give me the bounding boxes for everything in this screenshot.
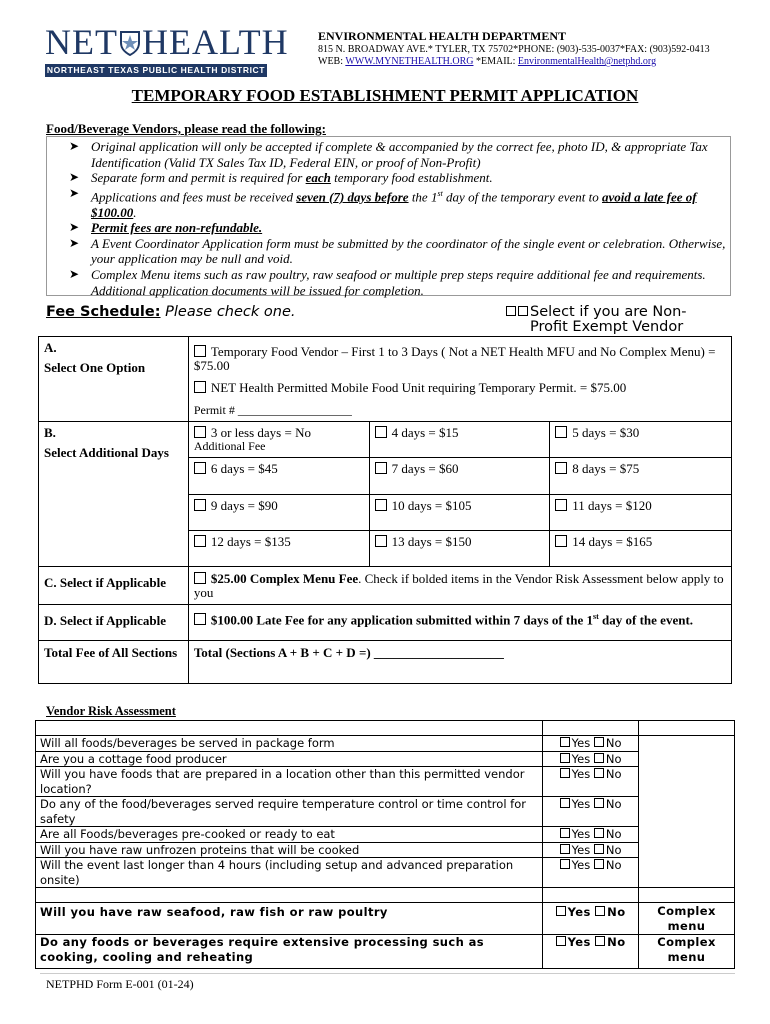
risk-question-bold: Will you have raw seafood, raw fish or raw poultry <box>36 903 543 935</box>
page-title: TEMPORARY FOOD ESTABLISHMENT PERMIT APPLICATION <box>131 86 639 105</box>
yes-no-choice[interactable]: Yes No <box>543 751 639 767</box>
department-address: 815 N. BROADWAY AVE.* TYLER, TX 75702*PHONE: (903)-535-0037*FAX: (903)592-0413 <box>318 44 710 55</box>
logo <box>45 22 289 77</box>
yes-no-choice[interactable]: Yes No <box>543 797 639 827</box>
intro-bullet: ➤ Original application will only be accepted if complete & accompanied by the correct fee, photo ID, & appropriate Tax Identification (Valid TX Sales Tax ID, Federal EIN, or proof of Non-Profit) <box>69 139 708 170</box>
checkbox[interactable] <box>194 345 206 357</box>
day-option[interactable]: 14 days = $165 <box>550 531 732 567</box>
email-link[interactable]: EnvironmentalHealth@netphd.org <box>517 56 657 67</box>
intro-box <box>46 136 731 296</box>
intro-bullet: ➤ A Event Coordinator Application form must be submitted by the coordinator of the single event or celebration. Otherwise, your application may be null and void. <box>69 235 726 267</box>
fee-schedule-heading <box>46 304 736 335</box>
yes-no-choice[interactable]: Yes No <box>543 858 639 888</box>
section-a-options <box>188 337 731 422</box>
complex-menu-fee-option[interactable]: $25.00 Complex Menu Fee. Check if bolded items in the Vendor Risk Assessment below apply to you <box>188 567 731 605</box>
yes-no-choice[interactable]: Yes No <box>543 903 639 935</box>
risk-question: Are you a cottage food producer <box>36 751 543 767</box>
checkbox[interactable] <box>194 572 206 584</box>
day-option[interactable]: 3 or less days = No Additional Fee <box>188 422 369 458</box>
intro-bullet: ➤ Separate form and permit is required for each temporary food establishment. <box>69 170 493 186</box>
option-temporary-food-vendor[interactable]: Temporary Food Vendor – First 1 to 3 Days ( Not a NET Health MFU and No Complex Menu) = $75.00 <box>193 344 716 373</box>
intro-heading: Food/Beverage Vendors, please read the following: <box>46 121 326 136</box>
checkbox[interactable] <box>194 613 206 625</box>
day-option[interactable]: 12 days = $135 <box>188 531 369 567</box>
footer-divider <box>40 973 735 974</box>
option-mobile-food-unit[interactable]: NET Health Permitted Mobile Food Unit requiring Temporary Permit. = $75.00 <box>194 381 726 395</box>
intro-bullet: ➤ Complex Menu items such as raw poultry, raw seafood or multiple prep steps require additional fee and requirements. Additional application documents will be issued for completion. <box>69 267 706 298</box>
intro-bullet: ➤ Permit fees are non-refundable. <box>69 220 263 236</box>
permit-number-field[interactable]: Permit # ___________________ <box>193 403 352 417</box>
day-option[interactable]: 4 days = $15 <box>369 422 550 458</box>
fee-schedule-title: Fee Schedule: <box>46 304 161 320</box>
risk-question: Will you have raw unfrozen proteins that will be cooked <box>36 842 543 858</box>
total-field[interactable]: Total (Sections A + B + C + D =) ____________________ <box>188 641 731 684</box>
checkbox[interactable] <box>194 381 206 393</box>
yes-no-choice[interactable]: Yes No <box>543 736 639 752</box>
logo-net-text: NET <box>45 22 118 62</box>
yes-no-choice[interactable]: Yes No <box>543 767 639 797</box>
section-b-label: B. Select Additional Days <box>39 422 189 567</box>
day-option[interactable]: 5 days = $30 <box>550 422 732 458</box>
day-option[interactable]: 13 days = $150 <box>369 531 550 567</box>
nonprofit-checkbox[interactable] <box>506 306 516 316</box>
yes-no-choice[interactable]: Yes No <box>543 935 639 969</box>
day-option[interactable]: 6 days = $45 <box>188 458 369 495</box>
logo-band: NORTHEAST TEXAS PUBLIC HEALTH DISTRICT <box>46 65 266 75</box>
section-c-label: C. Select if Applicable <box>39 567 189 605</box>
form-number: NETPHD Form E-001 (01-24) <box>46 977 194 991</box>
fee-schedule-instruction: Please check one. <box>165 304 296 320</box>
section-d-label: D. Select if Applicable <box>39 605 189 641</box>
department-header <box>318 29 748 68</box>
risk-question: Are all Foods/beverages pre-cooked or ready to eat <box>36 827 543 843</box>
shield-icon <box>119 30 141 56</box>
website-link[interactable]: WWW.MYNETHEALTH.ORG <box>345 56 474 67</box>
total-label: Total Fee of All Sections <box>39 641 189 684</box>
nonprofit-label: Select if you are Non-Profit Exempt Vendor <box>530 304 687 335</box>
late-fee-option[interactable]: $100.00 Late Fee for any application submitted within 7 days of the 1st day of the event. <box>188 605 731 641</box>
risk-question-bold: Do any foods or beverages require extensive processing such as cooking, cooling and reheating <box>36 935 543 969</box>
risk-question: Will you have foods that are prepared in a location other than this permitted vendor location? <box>36 767 543 797</box>
day-option[interactable]: 7 days = $60 <box>369 458 550 495</box>
yes-no-choice[interactable]: Yes No <box>543 827 639 843</box>
department-contact: WEB: WWW.MYNETHEALTH.ORG *EMAIL: EnvironmentalHealth@netphd.org <box>318 56 657 67</box>
risk-question: Will all foods/beverages be served in package form <box>36 736 543 752</box>
intro-bullet: ➤ Applications and fees must be received seven (7) days before the 1st day of the temporary event to avoid a late fee of $100.00. <box>69 185 697 220</box>
complex-menu-flag: Complex menu <box>639 935 735 969</box>
day-option[interactable]: 11 days = $120 <box>550 495 732 531</box>
day-option[interactable]: 9 days = $90 <box>188 495 369 531</box>
risk-question: Do any of the food/beverages served require temperature control or time control for safety <box>36 797 543 827</box>
risk-heading: Vendor Risk Assessment <box>46 704 176 718</box>
yes-no-choice[interactable]: Yes No <box>543 842 639 858</box>
risk-question: Will the event last longer than 4 hours (including setup and advanced preparation onsite) <box>36 858 543 888</box>
day-option[interactable]: 8 days = $75 <box>550 458 732 495</box>
day-option[interactable]: 10 days = $105 <box>369 495 550 531</box>
section-a-label: A. Select One Option <box>39 337 189 422</box>
risk-table <box>35 720 735 969</box>
fee-table <box>38 336 732 684</box>
department-name: ENVIRONMENTAL HEALTH DEPARTMENT <box>318 29 567 43</box>
logo-health-text: HEALTH <box>141 22 289 62</box>
complex-menu-flag: Complex menu <box>639 903 735 935</box>
